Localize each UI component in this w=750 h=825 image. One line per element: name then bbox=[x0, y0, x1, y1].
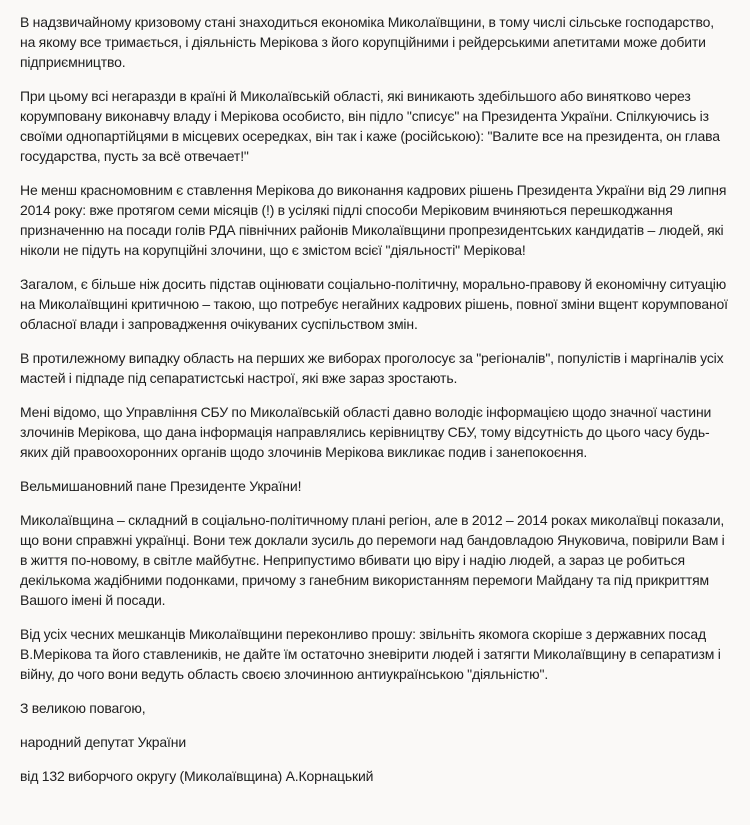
paragraph-personnel-decisions: Не менш красномовним є ставлення Мерікова до виконання кадрових рішень Президента України від 29 липня 2014 року: вже протягом семи місяців (!) в усілякі підлі способи Меріковим вчиняються перешкоджання призначенню на посади голів РДА північних районів Миколаївщини пропрезидентських кандидатів – людей, які ніколи не підуть на корупційні злочини, що є змістом всієї "діяльності" Мерікова! bbox=[20, 182, 727, 258]
paragraph-mykolaiv-region: Миколаївщина – складний в соціально-політичному плані регіон, але в 2012 – 2014 роках миколаївці показали, що вони справжні українці. Вони теж доклали зусиль до перемоги над бандовладою Януковича, повірили Вам і в життя по-новому, в світле майбутнє. Неприпустимо вбивати цю віру і надію людей, а зараз це робиться декількома жадібними подонками, причому з ганебним використанням перемоги Майдану та під прикриттям Вашого імені й посади. bbox=[20, 512, 725, 608]
paragraph-election-risk: В протилежному випадку область на перших же виборах проголосує за "регіоналів", популістів і маргіналів усіх мастей і підпаде під сепаратистські настрої, які вже зараз зростають. bbox=[20, 350, 724, 386]
paragraph-blame-president: При цьому всі негаразди в країні й Миколаївській області, які виникають здебільшого або винятково через корумповану виконавчу владу і Мерікова особисто, він підло "списує" на Президента України. Спілкуючись із своїми однопартійцями в місцевих осередках, він так і каже (російською): "Валите все на президента, он глава государства, пусть за всё отвечает!" bbox=[20, 88, 720, 164]
salutation: Вельмишановний пане Президенте України! bbox=[20, 478, 302, 494]
signature-title: народний депутат України bbox=[20, 734, 186, 750]
signature-name: від 132 виборчого округу (Миколаївщина) А.Корнацький bbox=[20, 768, 374, 784]
closing-regards: З великою повагою, bbox=[20, 700, 146, 716]
paragraph-sbu-information: Мені відомо, що Управління СБУ по Миколаївській області давно володіє інформацією щодо значної частини злочинів Мерікова, що дана інформація направлялись керівництву СБУ, тому відсутність до цього часу будь-яких дій правоохоронних органів щодо злочинів Мерікова викликає подив і занепокоєння. bbox=[20, 404, 712, 460]
paragraph-request: Від усіх чесних мешканців Миколаївщини переконливо прошу: звільніть якомога скоріше з державних посад В.Мерікова та його ставлеників, не дайте їм остаточно зневірити людей і затягти Миколаївщину в сепаратизм і війну, до чого вони ведуть область своєю злочинною антиукраїнською "діяльністю". bbox=[20, 626, 721, 682]
paragraph-economy-crisis: В надзвичайному кризовому стані знаходиться економіка Миколаївщини, в тому числі сільське господарство, на якому все тримається, і діяльність Мерікова з його корупційними і рейдерськими апетитами може добити підприємництво. bbox=[20, 14, 714, 70]
paragraph-critical-situation: Загалом, є більше ніж досить підстав оцінювати соціально-політичну, морально-правову й економічну ситуацію на Миколаївщині критичною – такою, що потребує негайних кадрових рішень, повної зміни вщент корумпованої обласної влади і запровадження очікуваних суспільством змін. bbox=[20, 276, 728, 332]
